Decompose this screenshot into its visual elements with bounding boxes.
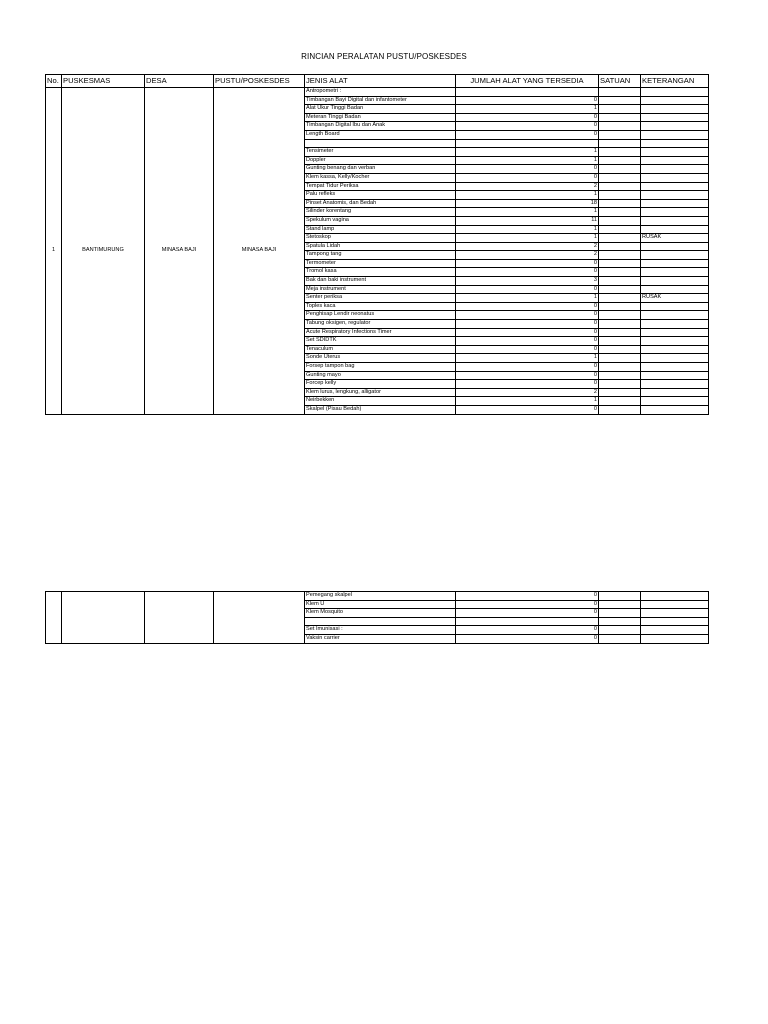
- quantity-cell: 0: [456, 122, 599, 131]
- item-name-cell: Doppler: [305, 156, 456, 165]
- quantity-cell: 3: [456, 277, 599, 286]
- satuan-cell: [599, 328, 641, 337]
- item-name-cell: Klem lurus, lengkung, alligator: [305, 388, 456, 397]
- quantity-cell: 0: [456, 363, 599, 372]
- keterangan-cell: [641, 130, 709, 139]
- satuan-cell: [599, 173, 641, 182]
- keterangan-cell: [641, 609, 709, 618]
- satuan-cell: [599, 311, 641, 320]
- quantity-cell: 0: [456, 130, 599, 139]
- item-name-cell: Silinder korentang: [305, 208, 456, 217]
- item-name-cell: Spatula Lidah: [305, 242, 456, 251]
- item-name-cell: Tenaculum: [305, 345, 456, 354]
- satuan-cell: [599, 242, 641, 251]
- quantity-cell: 0: [456, 634, 599, 643]
- keterangan-cell: [641, 105, 709, 114]
- keterangan-cell: [641, 397, 709, 406]
- keterangan-cell: [641, 388, 709, 397]
- quantity-cell: 0: [456, 285, 599, 294]
- satuan-cell: [599, 96, 641, 105]
- satuan-cell: [599, 371, 641, 380]
- quantity-cell: 1: [456, 234, 599, 243]
- quantity-cell: 0: [456, 302, 599, 311]
- quantity-cell: 2: [456, 251, 599, 260]
- item-name-cell: Gunting mayo: [305, 371, 456, 380]
- group-no-cell: [46, 592, 62, 644]
- item-name-cell: Spekulum vagina: [305, 216, 456, 225]
- header-jumlah: JUMLAH ALAT YANG TERSEDIA: [456, 75, 599, 88]
- keterangan-cell: [641, 320, 709, 329]
- keterangan-cell: [641, 216, 709, 225]
- satuan-cell: [599, 626, 641, 635]
- item-name-cell: [305, 617, 456, 626]
- item-name-cell: Tabung oksigen, regulator: [305, 320, 456, 329]
- keterangan-cell: [641, 277, 709, 286]
- quantity-cell: 0: [456, 609, 599, 618]
- table-row: [46, 592, 709, 601]
- quantity-cell: 2: [456, 242, 599, 251]
- satuan-cell: [599, 320, 641, 329]
- item-name-cell: Forcep kelly: [305, 380, 456, 389]
- keterangan-cell: [641, 363, 709, 372]
- satuan-cell: [599, 617, 641, 626]
- satuan-cell: [599, 105, 641, 114]
- keterangan-cell: [641, 617, 709, 626]
- item-name-cell: Set SDIDTK: [305, 337, 456, 346]
- keterangan-cell: [641, 592, 709, 601]
- item-name-cell: Tempat Tidur Periksa: [305, 182, 456, 191]
- keterangan-cell: [641, 311, 709, 320]
- header-no: No.: [46, 75, 62, 88]
- item-name-cell: [305, 139, 456, 148]
- item-name-cell: Klem U: [305, 600, 456, 609]
- equipment-table-continued: [45, 591, 709, 644]
- item-name-cell: Tensimeter: [305, 148, 456, 157]
- quantity-cell: 0: [456, 592, 599, 601]
- group-pustu-cell: MINASA BAJI: [214, 88, 305, 415]
- item-name-cell: Termometer: [305, 259, 456, 268]
- header-keterangan: KETERANGAN: [641, 75, 709, 88]
- quantity-cell: 2: [456, 182, 599, 191]
- quantity-cell: 1: [456, 191, 599, 200]
- item-name-cell: Tampong tang: [305, 251, 456, 260]
- header-satuan: SATUAN: [599, 75, 641, 88]
- keterangan-cell: [641, 634, 709, 643]
- item-name-cell: Acute Respiratory Infections Timer: [305, 328, 456, 337]
- satuan-cell: [599, 405, 641, 414]
- satuan-cell: [599, 199, 641, 208]
- item-name-cell: Toples kaca: [305, 302, 456, 311]
- item-name-cell: Penghisap Lendir neonatus: [305, 311, 456, 320]
- quantity-cell: 11: [456, 216, 599, 225]
- quantity-cell: 0: [456, 371, 599, 380]
- satuan-cell: [599, 156, 641, 165]
- quantity-cell: 1: [456, 148, 599, 157]
- quantity-cell: 18: [456, 199, 599, 208]
- table-header-row: [46, 75, 709, 88]
- keterangan-cell: [641, 259, 709, 268]
- satuan-cell: [599, 592, 641, 601]
- satuan-cell: [599, 251, 641, 260]
- quantity-cell: 0: [456, 173, 599, 182]
- satuan-cell: [599, 277, 641, 286]
- quantity-cell: 1: [456, 354, 599, 363]
- keterangan-cell: [641, 225, 709, 234]
- satuan-cell: [599, 363, 641, 372]
- satuan-cell: [599, 388, 641, 397]
- quantity-cell: 0: [456, 600, 599, 609]
- item-name-cell: Pemegang skalpel: [305, 592, 456, 601]
- keterangan-cell: [641, 302, 709, 311]
- quantity-cell: 1: [456, 105, 599, 114]
- header-puskesmas: PUSKESMAS: [62, 75, 145, 88]
- group-desa-cell: MINASA BAJI: [145, 88, 214, 415]
- satuan-cell: [599, 122, 641, 131]
- satuan-cell: [599, 345, 641, 354]
- item-name-cell: Timbangan Bayi Digital dan infantometer: [305, 96, 456, 105]
- item-name-cell: Pinset Anatomis, dan Bedah: [305, 199, 456, 208]
- item-name-cell: Alat Ukur Tinggi Badan: [305, 105, 456, 114]
- keterangan-cell: [641, 139, 709, 148]
- item-name-cell: Timbangan Digital Ibu dan Anak: [305, 122, 456, 131]
- quantity-cell: 0: [456, 113, 599, 122]
- group-puskesmas-cell: BANTIMURUNG: [62, 88, 145, 415]
- keterangan-cell: [641, 328, 709, 337]
- sheet-title: RINCIAN PERALATAN PUSTU/POSKESDES: [301, 52, 467, 61]
- satuan-cell: [599, 380, 641, 389]
- quantity-cell: 0: [456, 380, 599, 389]
- keterangan-cell: [641, 354, 709, 363]
- keterangan-cell: [641, 199, 709, 208]
- group-desa-cell: [145, 592, 214, 644]
- satuan-cell: [599, 148, 641, 157]
- item-name-cell: Skalpel (Pisau Bedah): [305, 405, 456, 414]
- quantity-cell: 0: [456, 96, 599, 105]
- item-name-cell: Sonde Uterus: [305, 354, 456, 363]
- quantity-cell: 0: [456, 311, 599, 320]
- item-name-cell: Klem Mosquito: [305, 609, 456, 618]
- keterangan-cell: [641, 626, 709, 635]
- satuan-cell: [599, 634, 641, 643]
- item-name-cell: Stetoskop: [305, 234, 456, 243]
- satuan-cell: [599, 285, 641, 294]
- satuan-cell: [599, 191, 641, 200]
- satuan-cell: [599, 182, 641, 191]
- keterangan-cell: [641, 285, 709, 294]
- satuan-cell: [599, 113, 641, 122]
- quantity-cell: 1: [456, 208, 599, 217]
- keterangan-cell: [641, 371, 709, 380]
- keterangan-cell: RUSAK: [641, 294, 709, 303]
- quantity-cell: 0: [456, 626, 599, 635]
- item-name-cell: Antropometri :: [305, 88, 456, 97]
- item-name-cell: Meja instrument: [305, 285, 456, 294]
- quantity-cell: 1: [456, 397, 599, 406]
- keterangan-cell: [641, 600, 709, 609]
- keterangan-cell: RUSAK: [641, 234, 709, 243]
- item-name-cell: Meteran Tinggi Badan: [305, 113, 456, 122]
- satuan-cell: [599, 337, 641, 346]
- satuan-cell: [599, 130, 641, 139]
- quantity-cell: 0: [456, 320, 599, 329]
- satuan-cell: [599, 165, 641, 174]
- quantity-cell: 1: [456, 225, 599, 234]
- quantity-cell: 2: [456, 388, 599, 397]
- quantity-cell: 0: [456, 268, 599, 277]
- equipment-table: [45, 74, 709, 415]
- header-pustu: PUSTU/POSKESDES: [214, 75, 305, 88]
- satuan-cell: [599, 208, 641, 217]
- item-name-cell: Senter periksa: [305, 294, 456, 303]
- quantity-cell: 0: [456, 259, 599, 268]
- keterangan-cell: [641, 380, 709, 389]
- quantity-cell: 0: [456, 328, 599, 337]
- keterangan-cell: [641, 122, 709, 131]
- keterangan-cell: [641, 96, 709, 105]
- item-name-cell: Neirbekken: [305, 397, 456, 406]
- satuan-cell: [599, 294, 641, 303]
- quantity-cell: 1: [456, 156, 599, 165]
- satuan-cell: [599, 609, 641, 618]
- keterangan-cell: [641, 113, 709, 122]
- satuan-cell: [599, 354, 641, 363]
- keterangan-cell: [641, 173, 709, 182]
- satuan-cell: [599, 216, 641, 225]
- item-name-cell: Palu refleks: [305, 191, 456, 200]
- quantity-cell: 0: [456, 337, 599, 346]
- quantity-cell: 0: [456, 405, 599, 414]
- item-name-cell: Gunting benang dan verban: [305, 165, 456, 174]
- item-name-cell: Stand lamp: [305, 225, 456, 234]
- quantity-cell: 0: [456, 345, 599, 354]
- table-row: [46, 88, 709, 97]
- satuan-cell: [599, 302, 641, 311]
- quantity-cell: [456, 139, 599, 148]
- item-name-cell: Tromol kasa: [305, 268, 456, 277]
- group-puskesmas-cell: [62, 592, 145, 644]
- satuan-cell: [599, 600, 641, 609]
- keterangan-cell: [641, 345, 709, 354]
- group-pustu-cell: [214, 592, 305, 644]
- satuan-cell: [599, 234, 641, 243]
- item-name-cell: Length Board: [305, 130, 456, 139]
- group-no-cell: 1: [46, 88, 62, 415]
- keterangan-cell: [641, 208, 709, 217]
- keterangan-cell: [641, 191, 709, 200]
- keterangan-cell: [641, 148, 709, 157]
- quantity-cell: [456, 88, 599, 97]
- keterangan-cell: [641, 182, 709, 191]
- item-name-cell: Forsep tampon bag: [305, 363, 456, 372]
- item-name-cell: Set Imunisasi :: [305, 626, 456, 635]
- keterangan-cell: [641, 251, 709, 260]
- satuan-cell: [599, 397, 641, 406]
- item-name-cell: Vaksin carrier: [305, 634, 456, 643]
- satuan-cell: [599, 88, 641, 97]
- header-desa: DESA: [145, 75, 214, 88]
- satuan-cell: [599, 225, 641, 234]
- keterangan-cell: [641, 156, 709, 165]
- satuan-cell: [599, 139, 641, 148]
- quantity-cell: 0: [456, 165, 599, 174]
- keterangan-cell: [641, 88, 709, 97]
- header-jenis-alat: JENIS ALAT: [305, 75, 456, 88]
- keterangan-cell: [641, 242, 709, 251]
- keterangan-cell: [641, 165, 709, 174]
- item-name-cell: Klem kassa, Kelly/Kocher: [305, 173, 456, 182]
- quantity-cell: [456, 617, 599, 626]
- satuan-cell: [599, 268, 641, 277]
- item-name-cell: Bak dan baki instrument: [305, 277, 456, 286]
- quantity-cell: 1: [456, 294, 599, 303]
- keterangan-cell: [641, 268, 709, 277]
- satuan-cell: [599, 259, 641, 268]
- keterangan-cell: [641, 337, 709, 346]
- keterangan-cell: [641, 405, 709, 414]
